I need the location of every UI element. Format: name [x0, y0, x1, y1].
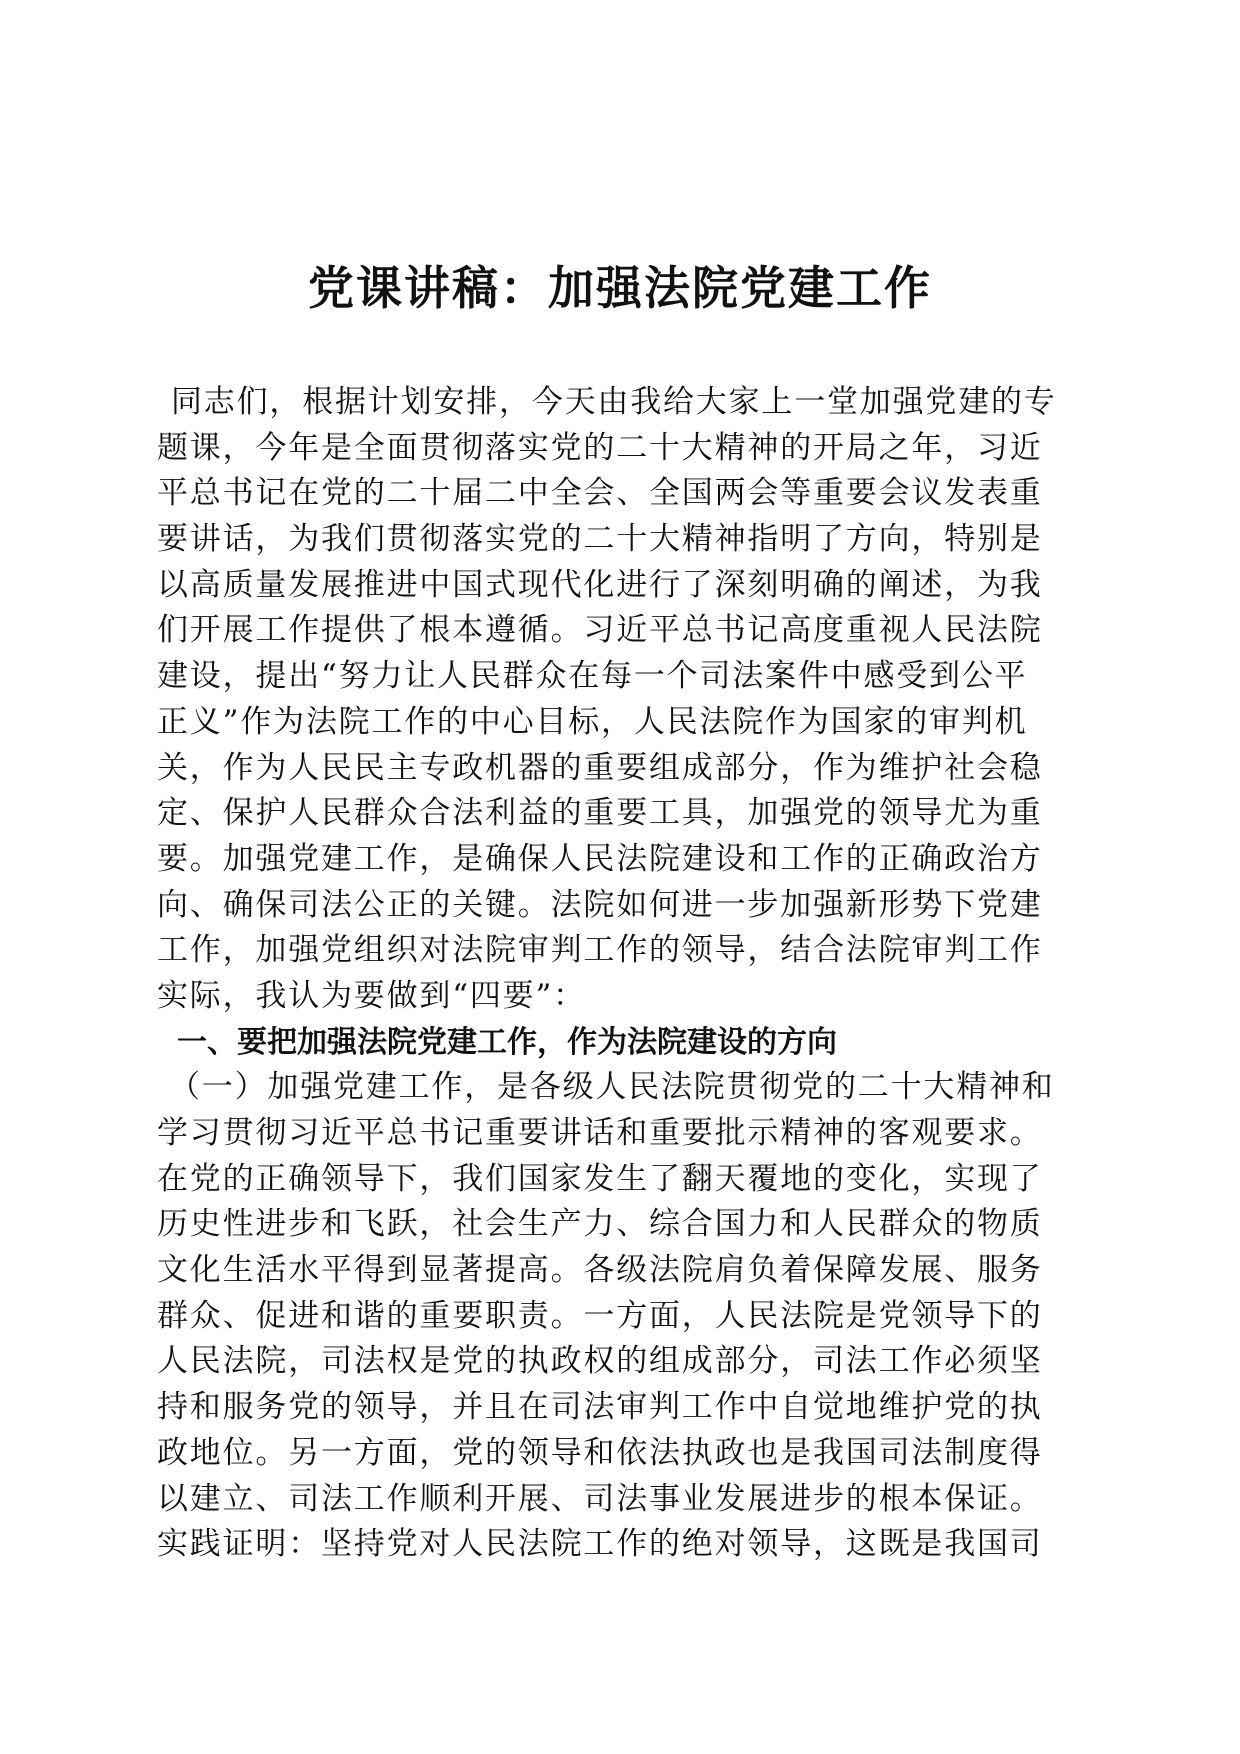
intro-paragraph-line: 定、保护人民群众合法利益的重要工具，加强党的领导尤为重 — [157, 795, 1043, 832]
section-paragraph-line: 政地位。另一方面，党的领导和依法执政也是我国司法制度得 — [157, 1434, 1043, 1471]
intro-paragraph-line: 以高质量发展推进中国式现代化进行了深刻明确的阐述，为我 — [157, 566, 1043, 603]
document-body — [157, 380, 1080, 1568]
section-heading: 一、要把加强法院党建工作，作为法院建设的方向 — [177, 1024, 837, 1060]
intro-paragraph-line: 建设，提出“努力让人民群众在每一个司法案件中感受到公平 — [157, 658, 1028, 695]
section-paragraph-line: 人民法院，司法权是党的执政权的组成部分，司法工作必须坚 — [157, 1343, 1043, 1380]
intro-paragraph-line: 题课，今年是全面贯彻落实党的二十大精神的开局之年，习近 — [157, 429, 1043, 466]
intro-paragraph-line: 向、确保司法公正的关键。法院如何进一步加强新形势下党建 — [157, 886, 1043, 923]
section-paragraph-line: （一）加强党建工作，是各级人民法院贯彻党的二十大精神和 — [169, 1069, 1055, 1106]
section-paragraph-line: 持和服务党的领导，并且在司法审判工作中自觉地维护党的执 — [157, 1389, 1043, 1426]
intro-paragraph-line: 要讲话，为我们贯彻落实党的二十大精神指明了方向，特别是 — [157, 521, 1043, 558]
intro-paragraph-line: 工作，加强党组织对法院审判工作的领导，结合法院审判工作 — [157, 932, 1043, 969]
document-title: 党课讲稿：加强法院党建工作 — [308, 261, 932, 315]
intro-paragraph-line: 实际，我认为要做到“四要”： — [157, 977, 586, 1014]
intro-paragraph-line: 平总书记在党的二十届二中全会、全国两会等重要会议发表重 — [157, 475, 1043, 512]
intro-paragraph-line: 关，作为人民民主专政机器的重要组成部分，作为维护社会稳 — [157, 749, 1043, 786]
section-paragraph-line: 历史性进步和飞跃，社会生产力、综合国力和人民群众的物质 — [157, 1206, 1043, 1243]
section-paragraph-line: 实践证明：坚持党对人民法院工作的绝对领导，这既是我国司 — [157, 1526, 1043, 1563]
section-paragraph-line: 以建立、司法工作顺利开展、司法事业发展进步的根本保证。 — [157, 1480, 1043, 1517]
section-paragraph-line: 在党的正确领导下，我们国家发生了翻天覆地的变化，实现了 — [157, 1160, 1043, 1197]
section-paragraph-line: 群众、促进和谐的重要职责。一方面，人民法院是党领导下的 — [157, 1297, 1043, 1334]
intro-paragraph-line: 同志们，根据计划安排，今天由我给大家上一堂加强党建的专 — [171, 384, 1057, 420]
section-paragraph-line: 学习贯彻习近平总书记重要讲话和重要批示精神的客观要求。 — [157, 1115, 1043, 1151]
intro-paragraph-line: 正义”作为法院工作的中心目标，人民法院作为国家的审判机 — [157, 703, 1028, 740]
intro-paragraph-line: 要。加强党建工作，是确保人民法院建设和工作的正确政治方 — [157, 840, 1043, 877]
intro-paragraph-line: 们开展工作提供了根本遵循。习近平总书记高度重视人民法院 — [157, 612, 1043, 649]
section-paragraph-line: 文化生活水平得到显著提高。各级法院肩负着保障发展、服务 — [157, 1252, 1043, 1289]
